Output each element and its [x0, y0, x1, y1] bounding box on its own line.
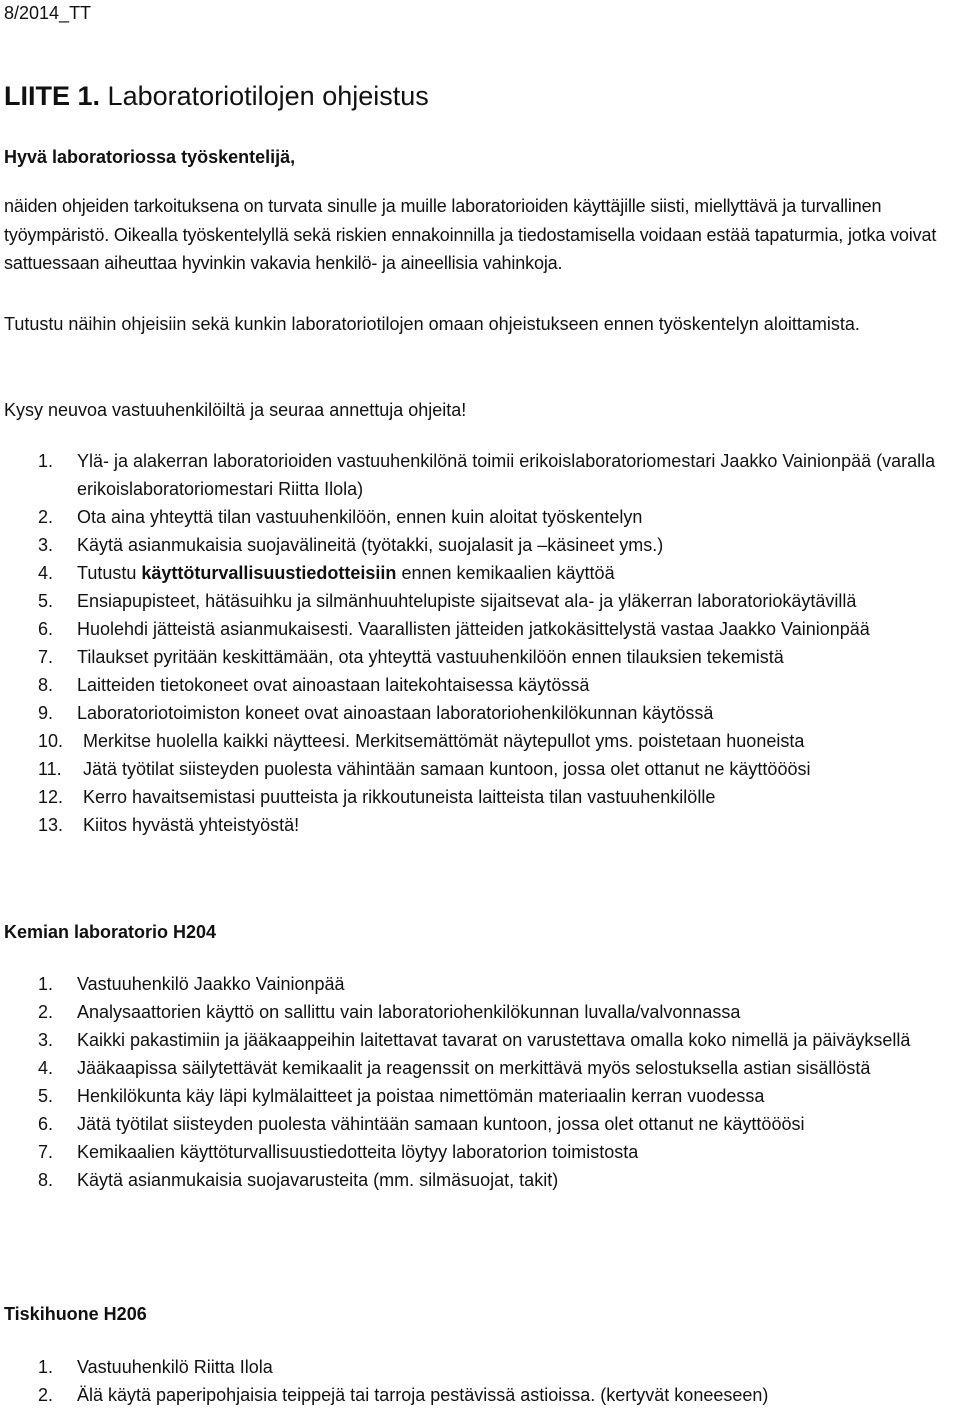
greeting: Hyvä laboratoriossa työskentelijä,: [4, 147, 296, 167]
list-item: 3. Käytä asianmukaisia suojavälineitä (työtakki, suojalasit ja –käsineet yms.): [38, 535, 664, 555]
list-item: 1. Vastuuhenkilö Riitta Ilola: [38, 1357, 273, 1377]
title-text: Laboratoriotilojen ohjeistus: [107, 81, 429, 111]
list-item: 8. Laitteiden tietokoneet ovat ainoastaan laitekohtaisessa käytössä: [38, 675, 590, 695]
list-item: 3. Kaikki pakastimiin ja jääkaappeihin laitettavat tavarat on varustettava omalla koko nimellä ja päiväyksellä: [38, 1030, 911, 1050]
list-item: 6. Huolehdi jätteistä asianmukaisesti. Vaarallisten jätteiden jatkokäsittelystä vastaa Jaakko Vainionpää: [38, 619, 870, 639]
list-item: 6. Jätä työtilat siisteyden puolesta vähintään samaan kuntoon, jossa olet ottanut ne käyttööösi: [38, 1114, 805, 1134]
list-item: 11. Jätä työtilat siisteyden puolesta vähintään samaan kuntoon, jossa olet ottanut ne käyttööösi: [38, 759, 811, 779]
list-item: 7. Kemikaalien käyttöturvallisuustiedotteita löytyy laboratorion toimistosta: [38, 1142, 639, 1162]
list-item: 2. Älä käytä paperipohjaisia teippejä tai tarroja pestävissä astioissa. (kertyvät koneeseen): [38, 1385, 769, 1405]
section-title-h204: Kemian laboratorio H204: [4, 922, 217, 942]
general-rules-list: [4, 447, 954, 839]
intro-paragraph: näiden ohjeiden tarkoituksena on turvata sinulle ja muille laboratorioiden käyttäjille siisti, miellyttävä ja turvallinen työympäristö. Oikealla työskentelyllä sekä riskien ennakoinnilla ja tiedostamisella voidaan estää tapaturmia, jotka voivat sattuessaan aiheuttaa hyvinkin vakavia henkilö- ja aineellisia vahinkoja.: [4, 196, 937, 273]
list-item: 13. Kiitos hyvästä yhteistyöstä!: [38, 815, 300, 835]
study-note-paragraph: Tutustu näihin ohjeisiin sekä kunkin laboratoriotilojen omaan ohjeistukseen ennen työskentelyn aloittamista.: [4, 314, 860, 334]
list-item: 2. Ota aina yhteyttä tilan vastuuhenkilöön, ennen kuin aloitat työskentelyn: [38, 507, 643, 527]
list-item: 8. Käytä asianmukaisia suojavarusteita (mm. silmäsuojat, takit): [38, 1170, 559, 1190]
title-label: LIITE 1.: [4, 81, 101, 111]
list-item: 2. Analysaattorien käyttö on sallittu vain laboratoriohenkilökunnan luvalla/valvonnassa: [38, 1002, 741, 1022]
list-item: 5. Ensiapupisteet, hätäsuihku ja silmänhuuhtelupiste sijaitsevat ala- ja yläkerran laboratoriokäytävillä: [38, 591, 857, 611]
advice-paragraph: Kysy neuvoa vastuuhenkilöiltä ja seuraa annettuja ohjeita!: [4, 400, 467, 420]
list-item: 4. Tutustu käyttöturvallisuustiedotteisiin ennen kemikaalien käyttöä: [38, 563, 615, 583]
list-item: 7. Tilaukset pyritään keskittämään, ota yhteyttä vastuuhenkilöön ennen tilauksien tekemistä: [38, 647, 784, 667]
list-item: 5. Henkilökunta käy läpi kylmälaitteet ja poistaa nimettömän materiaalin kerran vuodessa: [38, 1086, 765, 1106]
section-title-h206: Tiskihuone H206: [4, 1304, 147, 1324]
list-item: 1. Ylä- ja alakerran laboratorioiden vastuuhenkilönä toimii erikoislaboratoriomestari Jaakko Vainionpää (varalla erikoislaboratoriomestari Riitta Ilola): [38, 451, 936, 499]
page-title: [4, 79, 429, 113]
list-item: 1. Vastuuhenkilö Jaakko Vainionpää: [38, 974, 345, 994]
emphasis-text: käyttöturvallisuustiedotteisiin: [141, 563, 397, 583]
list-item: 4. Jääkaapissa säilytettävät kemikaalit ja reagenssit on merkittävä myös selostuksella astian sisällöstä: [38, 1058, 871, 1078]
h204-rules-list: [4, 970, 954, 1194]
list-item: 9. Laboratoriotoimiston koneet ovat ainoastaan laboratoriohenkilökunnan käytössä: [38, 703, 714, 723]
h206-rules-list: [4, 1353, 954, 1409]
list-item: 10. Merkitse huolella kaikki näytteesi. Merkitsemättömät näytepullot yms. poistetaan huoneista: [38, 731, 805, 751]
list-item: 12. Kerro havaitsemistasi puutteista ja rikkoutuneista laitteista tilan vastuuhenkilölle: [38, 787, 716, 807]
document-reference: 8/2014_TT: [4, 3, 92, 23]
